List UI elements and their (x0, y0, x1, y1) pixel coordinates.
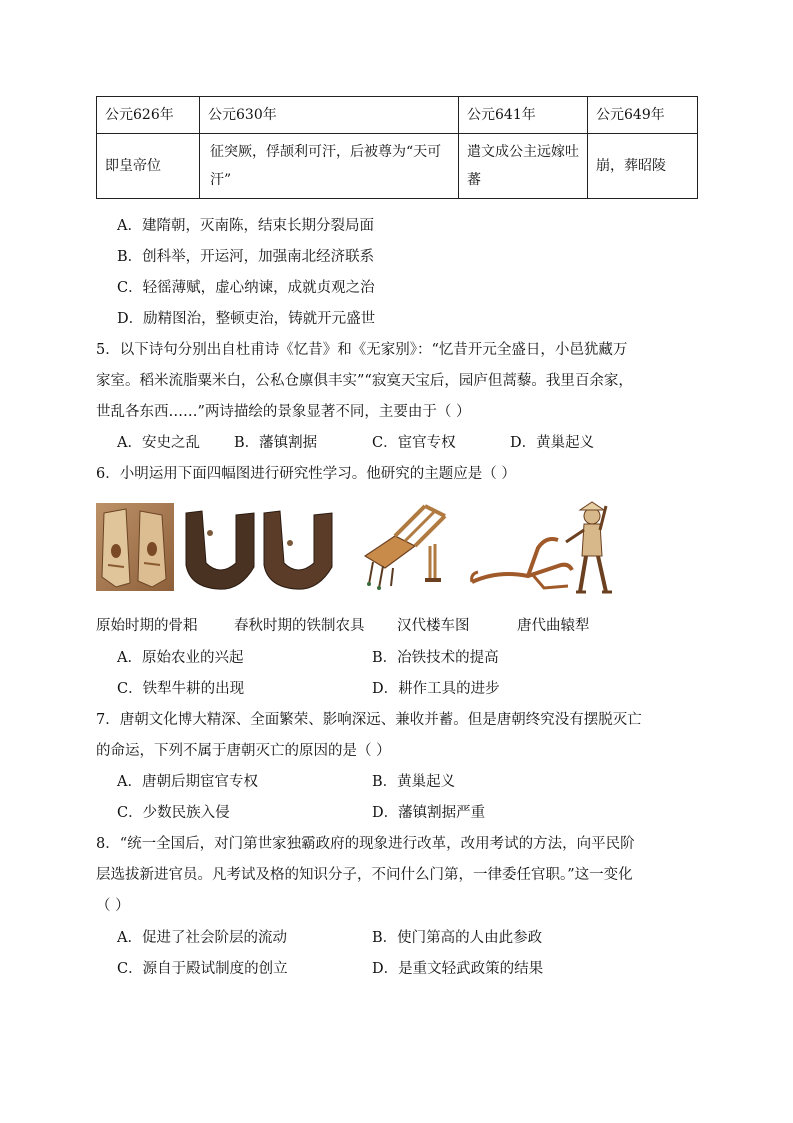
q6-option-d: D．耕作工具的进步 (372, 681, 500, 697)
q8-stem-line-3: （ ） (96, 898, 130, 914)
iron-tools-image (180, 503, 340, 591)
table-row (97, 134, 698, 199)
q6-option-b: B．冶铁技术的提高 (372, 650, 499, 666)
table-header-cell: 公元630年 (200, 97, 459, 134)
timeline-table (96, 96, 698, 199)
table-cell: 征突厥，俘颉利可汗，后被尊为“天可汗” (200, 134, 459, 199)
bone-spade-image (96, 503, 174, 591)
q5-option-a: A．安史之乱 (117, 435, 200, 451)
q7-option-a: A．唐朝后期宦官专权 (117, 774, 258, 790)
q6-option-a: A．原始农业的兴起 (117, 650, 244, 666)
q5-stem-line-1: 5．以下诗句分别出自杜甫诗《忆昔》和《无家别》：“忆昔开元全盛日，小邑犹藏万 (96, 342, 628, 358)
q5-stem-line-3: 世乱各东西……”两诗描绘的景象显著不同，主要由于（ ） (96, 404, 471, 420)
table-cell: 崩，葬昭陵 (588, 134, 698, 199)
q7-option-b: B．黄巢起义 (372, 774, 456, 790)
q7-option-d: D．藩镇割据严重 (372, 805, 486, 821)
q8-stem-line-2: 层选拔新进官员。凡考试及格的知识分子，不问什么门第，一律委任官职。”这一变化 (96, 867, 633, 883)
table-header-cell: 公元649年 (588, 97, 698, 134)
table-cell: 即皇帝位 (97, 134, 200, 199)
q4-option-c: C．轻徭薄赋，虚心纳谏，成就贞观之治 (117, 280, 375, 296)
q7-stem-line-1: 7．唐朝文化博大精深、全面繁荣、影响深远、兼收并蓄。但是唐朝终究没有摆脱灭亡 (96, 712, 642, 728)
q5-option-c: C．宦官专权 (372, 435, 456, 451)
q8-stem-line-1: 8．“统一全国后，对门第世家独霸政府的现象进行改革，改用考试的方法，向平民阶 (96, 836, 635, 852)
q4-option-a: A．建隋朝，灭南陈，结束长期分裂局面 (117, 218, 374, 234)
caption-bone-spade: 原始时期的骨耜 (96, 618, 198, 634)
q4-option-d: D．励精图治，整顿吏治，铸就开元盛世 (117, 311, 376, 327)
caption-iron-tools: 春秋时期的铁制农具 (234, 618, 365, 634)
table-row (97, 97, 698, 134)
table-header-cell: 公元641年 (459, 97, 588, 134)
seed-drill-image (355, 496, 455, 596)
q5-option-d: D．黄巢起义 (510, 435, 595, 451)
q8-option-c: C．源自于殿试制度的创立 (117, 961, 288, 977)
q6-option-c: C．铁犁牛耕的出现 (117, 681, 245, 697)
table-header-cell: 公元626年 (97, 97, 200, 134)
q6-stem: 6．小明运用下面四幅图进行研究性学习。他研究的主题应是（ ） (96, 466, 516, 482)
q7-stem-line-2: 的命运，下列不属于唐朝灭亡的原因的是（ ） (96, 743, 391, 759)
q8-option-d: D．是重文轻武政策的结果 (372, 961, 544, 977)
q7-option-c: C．少数民族入侵 (117, 805, 230, 821)
q8-option-b: B．使门第高的人由此参政 (372, 930, 543, 946)
table-cell: 遣文成公主远嫁吐蕃 (459, 134, 588, 199)
caption-curved-plough: 唐代曲辕犁 (517, 618, 590, 634)
q5-option-b: B．藩镇割据 (234, 435, 318, 451)
curved-plough-image (468, 496, 634, 600)
q5-stem-line-2: 家室。稻米流脂粟米白，公私仓廪俱丰实”“寂寞天宝后，园庐但蒿藜。我里百余家， (96, 373, 633, 389)
q8-option-a: A．促进了社会阶层的流动 (117, 930, 287, 946)
caption-seed-drill: 汉代楼车图 (397, 618, 470, 634)
q4-option-b: B．创科举，开运河，加强南北经济联系 (117, 249, 375, 265)
